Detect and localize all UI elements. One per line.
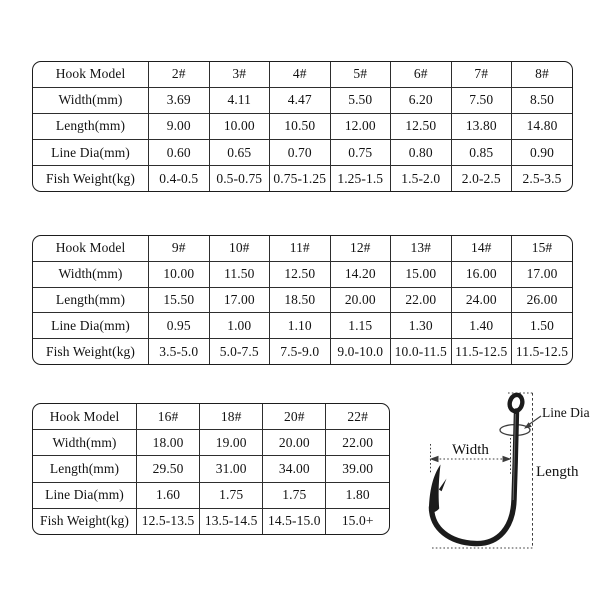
table-row (33, 287, 572, 313)
spec-table-large-hooks (32, 403, 390, 535)
value-cell: 20.00 (330, 287, 391, 313)
value-cell: 1.25-1.5 (330, 166, 391, 191)
column-header-cell: 12# (330, 236, 391, 261)
value-cell: 15.0+ (326, 508, 389, 534)
row-label-cell: Line Dia(mm) (33, 482, 137, 508)
value-cell: 11.5-12.5 (512, 339, 573, 364)
row-label-cell: Width(mm) (33, 87, 149, 113)
value-cell: 7.5-9.0 (270, 339, 331, 364)
length-label: Length (536, 464, 579, 480)
table-row (33, 113, 572, 139)
value-cell: 7.50 (451, 87, 512, 113)
value-cell: 2.5-3.5 (512, 166, 573, 191)
value-cell: 12.00 (330, 113, 391, 139)
column-header-cell: 20# (263, 404, 326, 430)
line-dia-label: Line Dia (542, 405, 590, 420)
column-header-cell: 5# (330, 62, 391, 87)
table-row (33, 87, 572, 113)
value-cell: 9.0-10.0 (330, 339, 391, 364)
value-cell: 29.50 (137, 456, 200, 482)
value-cell: 1.40 (451, 313, 512, 339)
value-cell: 10.00 (149, 261, 210, 287)
value-cell: 0.5-0.75 (209, 166, 270, 191)
row-label-cell: Length(mm) (33, 456, 137, 482)
value-cell: 24.00 (451, 287, 512, 313)
value-cell: 39.00 (326, 456, 389, 482)
table-row (33, 508, 389, 534)
value-cell: 19.00 (200, 430, 263, 456)
column-header-cell: 11# (270, 236, 331, 261)
value-cell: 14.5-15.0 (263, 508, 326, 534)
hook-shank-and-bend (432, 411, 517, 544)
row-label-cell: Length(mm) (33, 113, 149, 139)
row-label-cell: Hook Model (33, 62, 149, 87)
value-cell: 6.20 (391, 87, 452, 113)
value-cell: 3.5-5.0 (149, 339, 210, 364)
value-cell: 0.75-1.25 (270, 166, 331, 191)
value-cell: 13.5-14.5 (200, 508, 263, 534)
table-header-row (33, 62, 572, 87)
value-cell: 5.0-7.5 (209, 339, 270, 364)
hook-diagram (415, 380, 600, 580)
value-cell: 0.80 (391, 140, 452, 166)
value-cell: 2.0-2.5 (451, 166, 512, 191)
row-label-cell: Hook Model (33, 236, 149, 261)
value-cell: 17.00 (512, 261, 573, 287)
column-header-cell: 22# (326, 404, 389, 430)
value-cell: 5.50 (330, 87, 391, 113)
column-header-cell: 3# (209, 62, 270, 87)
dimension-annotations (430, 393, 542, 548)
value-cell: 15.50 (149, 287, 210, 313)
spec-table-large-hooks-grid (33, 404, 389, 534)
value-cell: 0.4-0.5 (149, 166, 210, 191)
table-header-row (33, 404, 389, 430)
value-cell: 18.50 (270, 287, 331, 313)
value-cell: 0.70 (270, 140, 331, 166)
table-row (33, 313, 572, 339)
value-cell: 1.00 (209, 313, 270, 339)
spec-table-medium-hooks-grid (33, 236, 572, 364)
value-cell: 8.50 (512, 87, 573, 113)
hook-barb (439, 479, 447, 492)
value-cell: 1.50 (512, 313, 573, 339)
value-cell: 14.20 (330, 261, 391, 287)
value-cell: 26.00 (512, 287, 573, 313)
row-label-cell: Width(mm) (33, 430, 137, 456)
value-cell: 20.00 (263, 430, 326, 456)
column-header-cell: 9# (149, 236, 210, 261)
value-cell: 10.0-11.5 (391, 339, 452, 364)
value-cell: 16.00 (451, 261, 512, 287)
table-row (33, 456, 389, 482)
value-cell: 1.80 (326, 482, 389, 508)
column-header-cell: 6# (391, 62, 452, 87)
table-row (33, 261, 572, 287)
value-cell: 0.95 (149, 313, 210, 339)
column-header-cell: 8# (512, 62, 573, 87)
value-cell: 12.5-13.5 (137, 508, 200, 534)
column-header-cell: 10# (209, 236, 270, 261)
table-row (33, 482, 389, 508)
table-header-row (33, 236, 572, 261)
row-label-cell: Fish Weight(kg) (33, 166, 149, 191)
table-row (33, 430, 389, 456)
table-row (33, 166, 572, 191)
column-header-cell: 18# (200, 404, 263, 430)
value-cell: 1.75 (200, 482, 263, 508)
value-cell: 15.00 (391, 261, 452, 287)
value-cell: 34.00 (263, 456, 326, 482)
spec-table-small-hooks-grid (33, 62, 572, 191)
value-cell: 10.50 (270, 113, 331, 139)
value-cell: 17.00 (209, 287, 270, 313)
column-header-cell: 4# (270, 62, 331, 87)
row-label-cell: Fish Weight(kg) (33, 339, 149, 364)
value-cell: 9.00 (149, 113, 210, 139)
value-cell: 1.30 (391, 313, 452, 339)
column-header-cell: 7# (451, 62, 512, 87)
value-cell: 4.47 (270, 87, 331, 113)
value-cell: 13.80 (451, 113, 512, 139)
width-label: Width (452, 442, 489, 458)
value-cell: 12.50 (391, 113, 452, 139)
value-cell: 0.85 (451, 140, 512, 166)
column-header-cell: 14# (451, 236, 512, 261)
hook-diagram-svg (415, 380, 600, 580)
row-label-cell: Fish Weight(kg) (33, 508, 137, 534)
value-cell: 18.00 (137, 430, 200, 456)
value-cell: 11.50 (209, 261, 270, 287)
value-cell: 1.75 (263, 482, 326, 508)
value-cell: 0.65 (209, 140, 270, 166)
spec-table-medium-hooks (32, 235, 573, 365)
hook-illustration (429, 394, 524, 544)
table-row (33, 339, 572, 364)
spec-table-small-hooks (32, 61, 573, 192)
value-cell: 10.00 (209, 113, 270, 139)
row-label-cell: Length(mm) (33, 287, 149, 313)
value-cell: 14.80 (512, 113, 573, 139)
value-cell: 0.90 (512, 140, 573, 166)
value-cell: 1.15 (330, 313, 391, 339)
row-label-cell: Line Dia(mm) (33, 313, 149, 339)
value-cell: 31.00 (200, 456, 263, 482)
value-cell: 0.60 (149, 140, 210, 166)
column-header-cell: 2# (149, 62, 210, 87)
row-label-cell: Line Dia(mm) (33, 140, 149, 166)
row-label-cell: Hook Model (33, 404, 137, 430)
value-cell: 22.00 (391, 287, 452, 313)
value-cell: 1.10 (270, 313, 331, 339)
value-cell: 1.5-2.0 (391, 166, 452, 191)
table-row (33, 140, 572, 166)
value-cell: 12.50 (270, 261, 331, 287)
value-cell: 3.69 (149, 87, 210, 113)
column-header-cell: 15# (512, 236, 573, 261)
value-cell: 1.60 (137, 482, 200, 508)
row-label-cell: Width(mm) (33, 261, 149, 287)
value-cell: 0.75 (330, 140, 391, 166)
value-cell: 11.5-12.5 (451, 339, 512, 364)
value-cell: 4.11 (209, 87, 270, 113)
column-header-cell: 16# (137, 404, 200, 430)
column-header-cell: 13# (391, 236, 452, 261)
value-cell: 22.00 (326, 430, 389, 456)
